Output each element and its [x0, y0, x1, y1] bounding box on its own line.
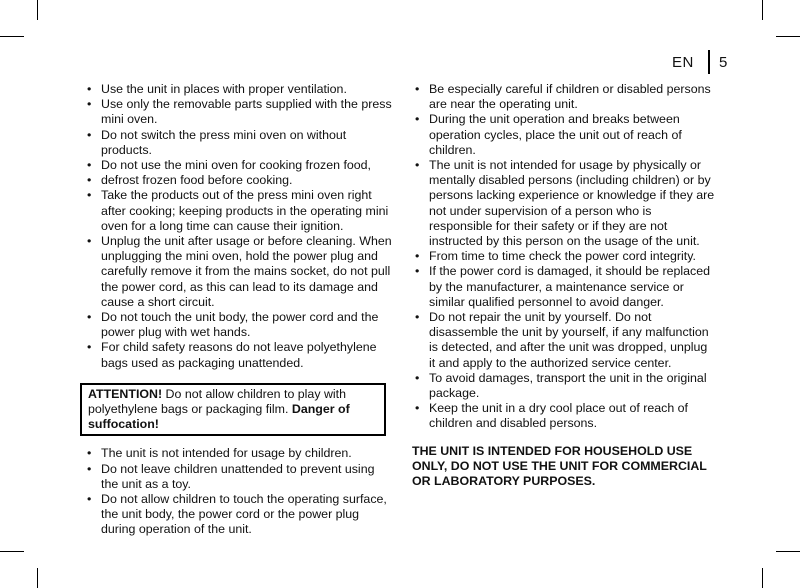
crop-mark-top-left-h	[0, 36, 24, 37]
list-item: • Use the unit in places with proper ventilation.	[84, 82, 394, 97]
list-item: • The unit is not intended for usage by children.	[84, 446, 394, 461]
list-item: • Do not touch the unit body, the power cord and the power plug with wet hands.	[84, 310, 394, 340]
header-divider	[708, 50, 710, 74]
crop-mark-bottom-left-v	[37, 568, 38, 588]
list-item: • Use only the removable parts supplied with the press mini oven.	[84, 97, 394, 127]
crop-mark-bottom-left-h	[0, 551, 24, 552]
list-item: • Do not use the mini oven for cooking frozen food,	[84, 158, 394, 173]
list-item: • Unplug the unit after usage or before cleaning. When unplugging the mini oven, hold the power plug and carefully remove it from the mains socket, do not pull the power cord, as this can lead to its damage and cause a short circuit.	[84, 234, 394, 310]
language-code: EN	[672, 53, 694, 71]
list-item: • Do not switch the press mini oven on without products.	[84, 128, 394, 158]
safety-list-bottom	[84, 446, 394, 537]
attention-text: Do not allow children to play with polyethylene bags or packaging film.	[88, 386, 346, 417]
list-item: • Do not allow children to touch the operating surface, the unit body, the power cord or the power plug during operation of the unit.	[84, 492, 394, 538]
list-item: • To avoid damages, transport the unit in the original package.	[412, 371, 716, 401]
attention-label: ATTENTION!	[88, 386, 163, 401]
attention-warning: Danger of suffocation!	[88, 402, 350, 432]
list-item: • Take the products out of the press mini oven right after cooking; keeping products in the operating mini oven for a long time can cause their ignition.	[84, 188, 394, 234]
right-column	[412, 82, 716, 490]
page-header	[672, 50, 727, 74]
list-item: • defrost frozen food before cooking.	[84, 173, 394, 188]
list-item: • During the unit operation and breaks between operation cycles, place the unit out of reach of children.	[412, 112, 716, 158]
crop-mark-top-left-v	[37, 0, 38, 20]
list-item: • Keep the unit in a dry cool place out of reach of children and disabled persons.	[412, 401, 716, 431]
crop-mark-bottom-right-h	[776, 551, 800, 552]
list-item: • From time to time check the power cord integrity.	[412, 249, 716, 264]
safety-list-right	[412, 82, 716, 432]
list-item: • Be especially careful if children or disabled persons are near the operating unit.	[412, 82, 716, 112]
attention-box	[80, 383, 386, 437]
list-item: • Do not leave children unattended to prevent using the unit as a toy.	[84, 462, 394, 492]
crop-mark-bottom-right-v	[762, 568, 763, 588]
crop-mark-top-right-h	[776, 36, 800, 37]
crop-mark-top-right-v	[762, 0, 763, 20]
list-item: • The unit is not intended for usage by physically or mentally disabled persons (including children) or by persons lacking experience or knowledge if they are not under supervision of a person who is responsible for their safety or if they are not instructed by this person on the usage of the unit.	[412, 158, 716, 249]
list-item: • If the power cord is damaged, it should be replaced by the manufacturer, a maintenance service or similar qualified personnel to avoid danger.	[412, 264, 716, 310]
list-item: • Do not repair the unit by yourself. Do not disassemble the unit by yourself, if any malfunction is detected, and after the unit was dropped, unplug it and apply to the authorized service center.	[412, 310, 716, 371]
safety-list-top	[84, 82, 394, 371]
page-number: 5	[719, 53, 728, 71]
household-use-notice: THE UNIT IS INTENDED FOR HOUSEHOLD USE ONLY, DO NOT USE THE UNIT FOR COMMERCIAL OR LABORATORY PURPOSES.	[412, 443, 707, 489]
list-item: • For child safety reasons do not leave polyethylene bags used as packaging unattended.	[84, 340, 394, 370]
left-column	[84, 82, 394, 538]
